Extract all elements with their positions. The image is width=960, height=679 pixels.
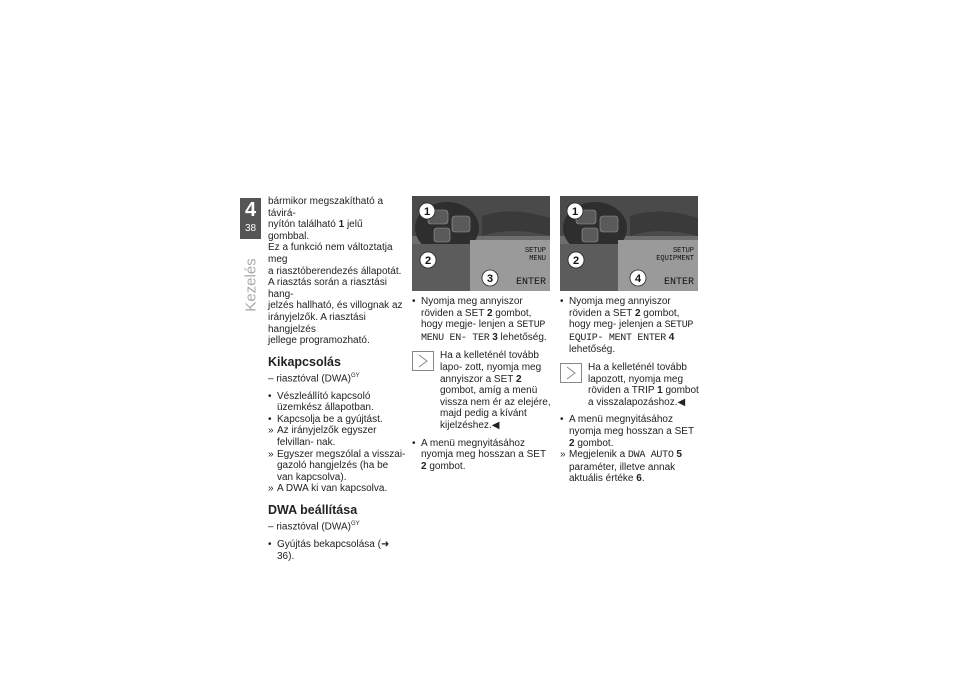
page-ref-arrow-icon: ➜ <box>380 538 390 550</box>
display-line-1: SETUP <box>524 247 546 255</box>
callout-2: 2 <box>424 255 432 267</box>
heading-kikapcsolas: Kikapcsolás <box>268 354 341 369</box>
list-item: • Kapcsolja be a gyújtást. <box>268 413 383 425</box>
display-line-2: EQUIPMENT <box>656 255 694 263</box>
list-item: » Megjelenik a DWA AUTO 5 paraméter, illetve annak aktuális értéke 6. <box>560 449 682 485</box>
list-item: » Az irányjelzők egyszer felvillan- nak. <box>268 425 377 449</box>
display-enter: ENTER <box>663 277 694 288</box>
note-block: Ha a kelleténél tovább lapo- zott, nyomja meg annyiszor a SET 2 gombot, amíg a menü vissza nem ér az elejére, majd pedig a kívánt kijelzéshez.◀ <box>412 350 551 431</box>
heading-dwa-beallitasa: DWA beállítása <box>268 502 358 517</box>
note-triangle-icon <box>560 363 582 383</box>
condition-line: – riasztóval (DWA)$^{GY}$ <box>268 372 360 385</box>
list-item: • Nyomja meg annyiszor röviden a SET 2 gombot, hogy meg- jelenjen a SETUP EQUIP- MENT ENTER 4 lehetőség. <box>560 296 694 356</box>
callout-2: 2 <box>572 255 580 267</box>
list-item: • Gyújtás bekapcsolása (➜ 36). <box>268 538 390 562</box>
intro-paragraph: bármikor megszakítható a távirá- nyítón található 1 jelű gombbal. Ez a funkció nem változtatja meg a riasztóberendezés állapotát. A riasztás során a riasztási hang- jelzés hallható, és villognak az irányjelzők. A riasztási hangjelzés jellege programozható. <box>268 196 403 347</box>
column-1 <box>268 196 406 562</box>
note-triangle-icon <box>412 351 434 371</box>
end-marker-icon: ◀ <box>491 419 500 431</box>
end-marker-icon: ◀ <box>677 396 686 408</box>
list-item: » Egyszer megszólal a visszai- gazoló hangjelzés (ha be van kapcsolva). <box>268 448 406 483</box>
chapter-tab <box>240 198 261 239</box>
column-2 <box>412 196 551 472</box>
note-block: Ha a kelleténél tovább lapozott, nyomja meg röviden a TRIP 1 gombot a visszalapozáshoz.◀ <box>560 362 700 408</box>
display-line-1: SETUP <box>672 247 694 255</box>
display-enter: ENTER <box>515 277 546 288</box>
condition-line: – riasztóval (DWA)$^{GY}$ <box>268 520 360 533</box>
column-3 <box>560 196 700 485</box>
list-item: • A menü megnyitásához nyomja meg hosszan a SET 2 gombot. <box>412 437 546 472</box>
callout-3: 3 <box>486 273 494 285</box>
list-item: • Vészleállító kapcsoló üzemkész állapotban. <box>268 390 374 414</box>
section-name: Kezelés <box>242 258 260 312</box>
display-line-2: MENU <box>529 255 546 263</box>
list-item: • A menü megnyitásához nyomja meg hosszan a SET 2 gombot. <box>560 414 694 449</box>
callout-1: 1 <box>571 206 579 218</box>
callout-4: 4 <box>634 273 642 285</box>
list-item: • Nyomja meg annyiszor röviden a SET 2 gombot, hogy megje- lenjen a SETUP MENU EN- TER 3 lehetőség. <box>412 296 547 344</box>
chapter-number: 4 <box>244 199 257 221</box>
section-side-label <box>233 250 269 320</box>
callout-1: 1 <box>423 206 431 218</box>
page-number: 38 <box>244 223 257 234</box>
handlebar-control-figure <box>560 196 698 291</box>
handlebar-control-figure <box>412 196 550 291</box>
list-item: » A DWA ki van kapcsolva. <box>268 483 388 495</box>
